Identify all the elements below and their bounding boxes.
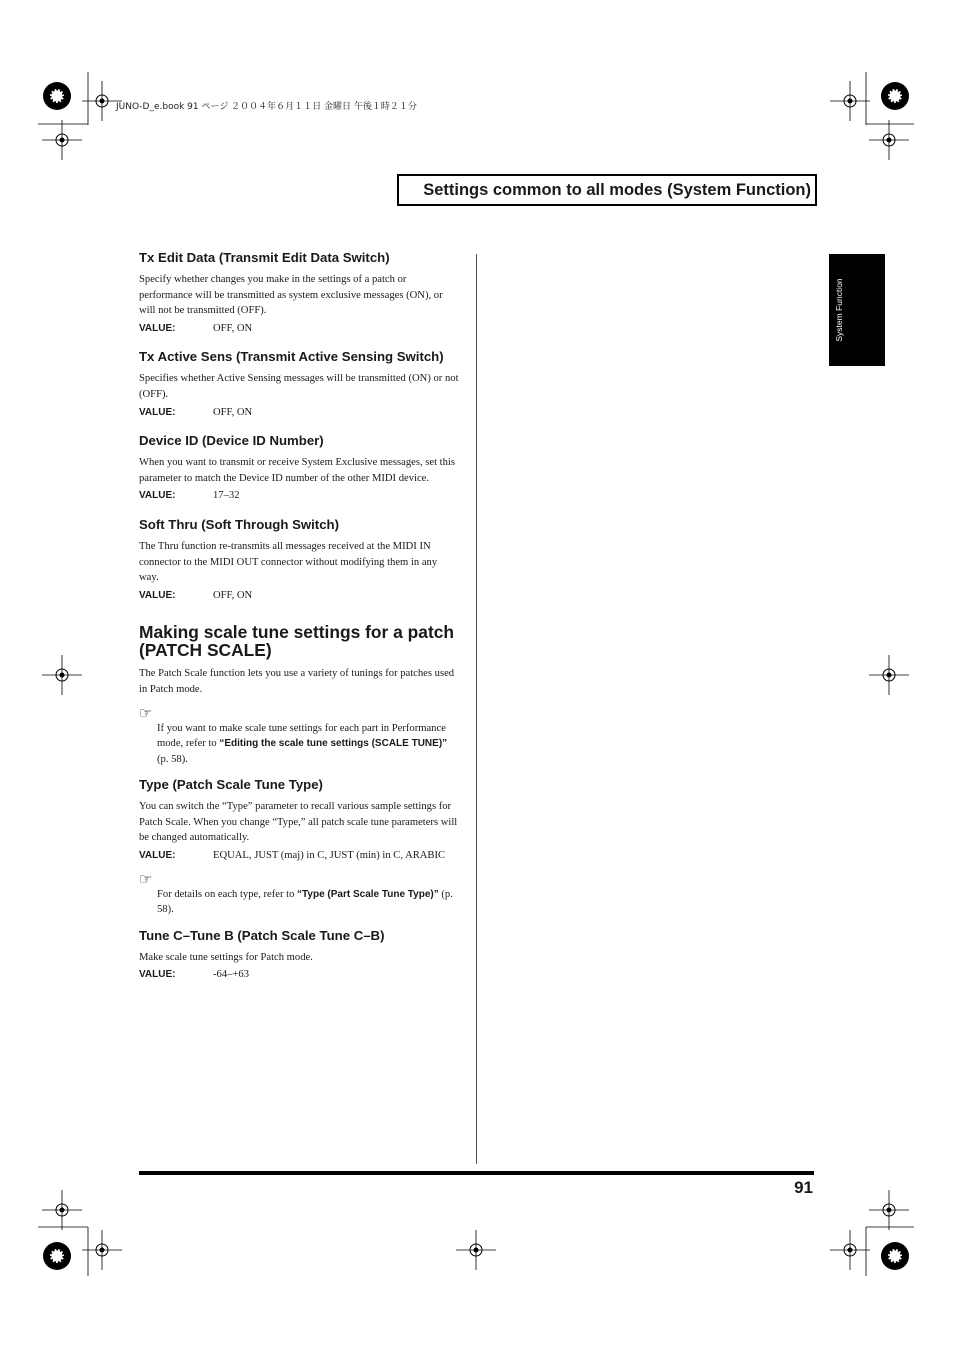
note-body: If you want to make scale tune settings for each part in Performance mode, refer to (157, 722, 446, 750)
patch-scale-section (139, 623, 459, 983)
print-header: JUNO-D_e.book 91 ページ ２００４年６月１１日 金曜日 午後１時２１分 (116, 102, 417, 112)
param-title: Type (Patch Scale Tune Type) (139, 777, 323, 793)
page-number: 91 (794, 1178, 813, 1197)
value-label: VALUE: (139, 850, 176, 862)
value-text: 17–32 (213, 490, 240, 502)
value-text: OFF, ON (213, 406, 253, 418)
cross-reference-link[interactable]: “Editing the scale tune settings (SCALE TUNE)” (219, 738, 448, 750)
note-page: (p. 58). (157, 888, 453, 916)
note-body: For details on each type, refer to (157, 888, 298, 900)
param-description: Specifies whether Active Sensing messages will be transmitted (ON) or not (OFF). (139, 373, 459, 400)
param-description: The Thru function re-transmits all messages received at the MIDI IN connector to the MIDI OUT connector without modifying them in any way. (139, 540, 438, 584)
value-label: VALUE: (139, 322, 176, 334)
value-row (139, 967, 459, 983)
param-description: When you want to transmit or receive System Exclusive messages, set this parameter to match the Device ID number of the other MIDI device. (139, 457, 455, 484)
note-text (157, 721, 459, 768)
value-text: EQUAL, JUST (maj) in C, JUST (min) in C, ARABIC (213, 850, 446, 862)
side-tab-label: System Function (834, 278, 844, 342)
value-row (139, 405, 459, 421)
value-row (139, 321, 459, 337)
section-title: Making scale tune settings for a patch (PATCH SCALE) (139, 622, 455, 661)
note-reference (139, 869, 459, 918)
note-page: (p. 58). (157, 753, 188, 765)
param-tx-edit-data (139, 250, 459, 336)
footer-rule (139, 1171, 814, 1175)
value-row (139, 848, 459, 864)
value-label: VALUE: (139, 589, 176, 601)
param-device-id (139, 433, 459, 504)
param-title: Device ID (Device ID Number) (139, 433, 324, 449)
param-title: Soft Thru (Soft Through Switch) (139, 516, 339, 532)
side-tab (829, 254, 885, 366)
value-row (139, 588, 459, 604)
value-label: VALUE: (139, 490, 176, 502)
note-text (157, 887, 459, 918)
section-intro: The Patch Scale function lets you use a variety of tunings for patches used in Patch mode. (139, 668, 455, 695)
value-row (139, 488, 459, 504)
param-patch-scale-tune (139, 928, 459, 983)
param-title: Tx Active Sens (Transmit Active Sensing Switch) (139, 349, 444, 365)
section-header: Settings common to all modes (System Function) (397, 174, 817, 206)
pointing-hand-icon: ☞ (139, 869, 153, 888)
param-description: Make scale tune settings for Patch mode. (139, 951, 313, 963)
param-description: Specify whether changes you make in the settings of a patch or performance will be transmitted as system exclusive messages (ON), or will not be transmitted (OFF). (139, 274, 443, 317)
value-label: VALUE: (139, 969, 176, 981)
param-title: Tune C–Tune B (Patch Scale Tune C–B) (139, 927, 385, 943)
value-label: VALUE: (139, 406, 176, 418)
param-description: You can switch the “Type” parameter to recall various sample settings for Patch Scale. When you change “Type,” all patch scale tune parameters will be changed automatically. (139, 801, 458, 844)
pointing-hand-icon: ☞ (139, 703, 153, 722)
cross-reference-link[interactable]: “Type (Part Scale Tune Type)” (297, 888, 439, 900)
value-text: OFF, ON (213, 322, 253, 334)
param-title: Tx Edit Data (Transmit Edit Data Switch) (139, 250, 390, 265)
value-text: OFF, ON (213, 589, 253, 601)
column-divider (476, 254, 477, 1164)
param-tx-active-sens (139, 349, 459, 420)
param-soft-thru (139, 517, 459, 603)
value-text: -64–+63 (213, 969, 249, 981)
content-column (139, 250, 459, 996)
param-patch-scale-type (139, 777, 459, 863)
note-reference (139, 703, 459, 768)
